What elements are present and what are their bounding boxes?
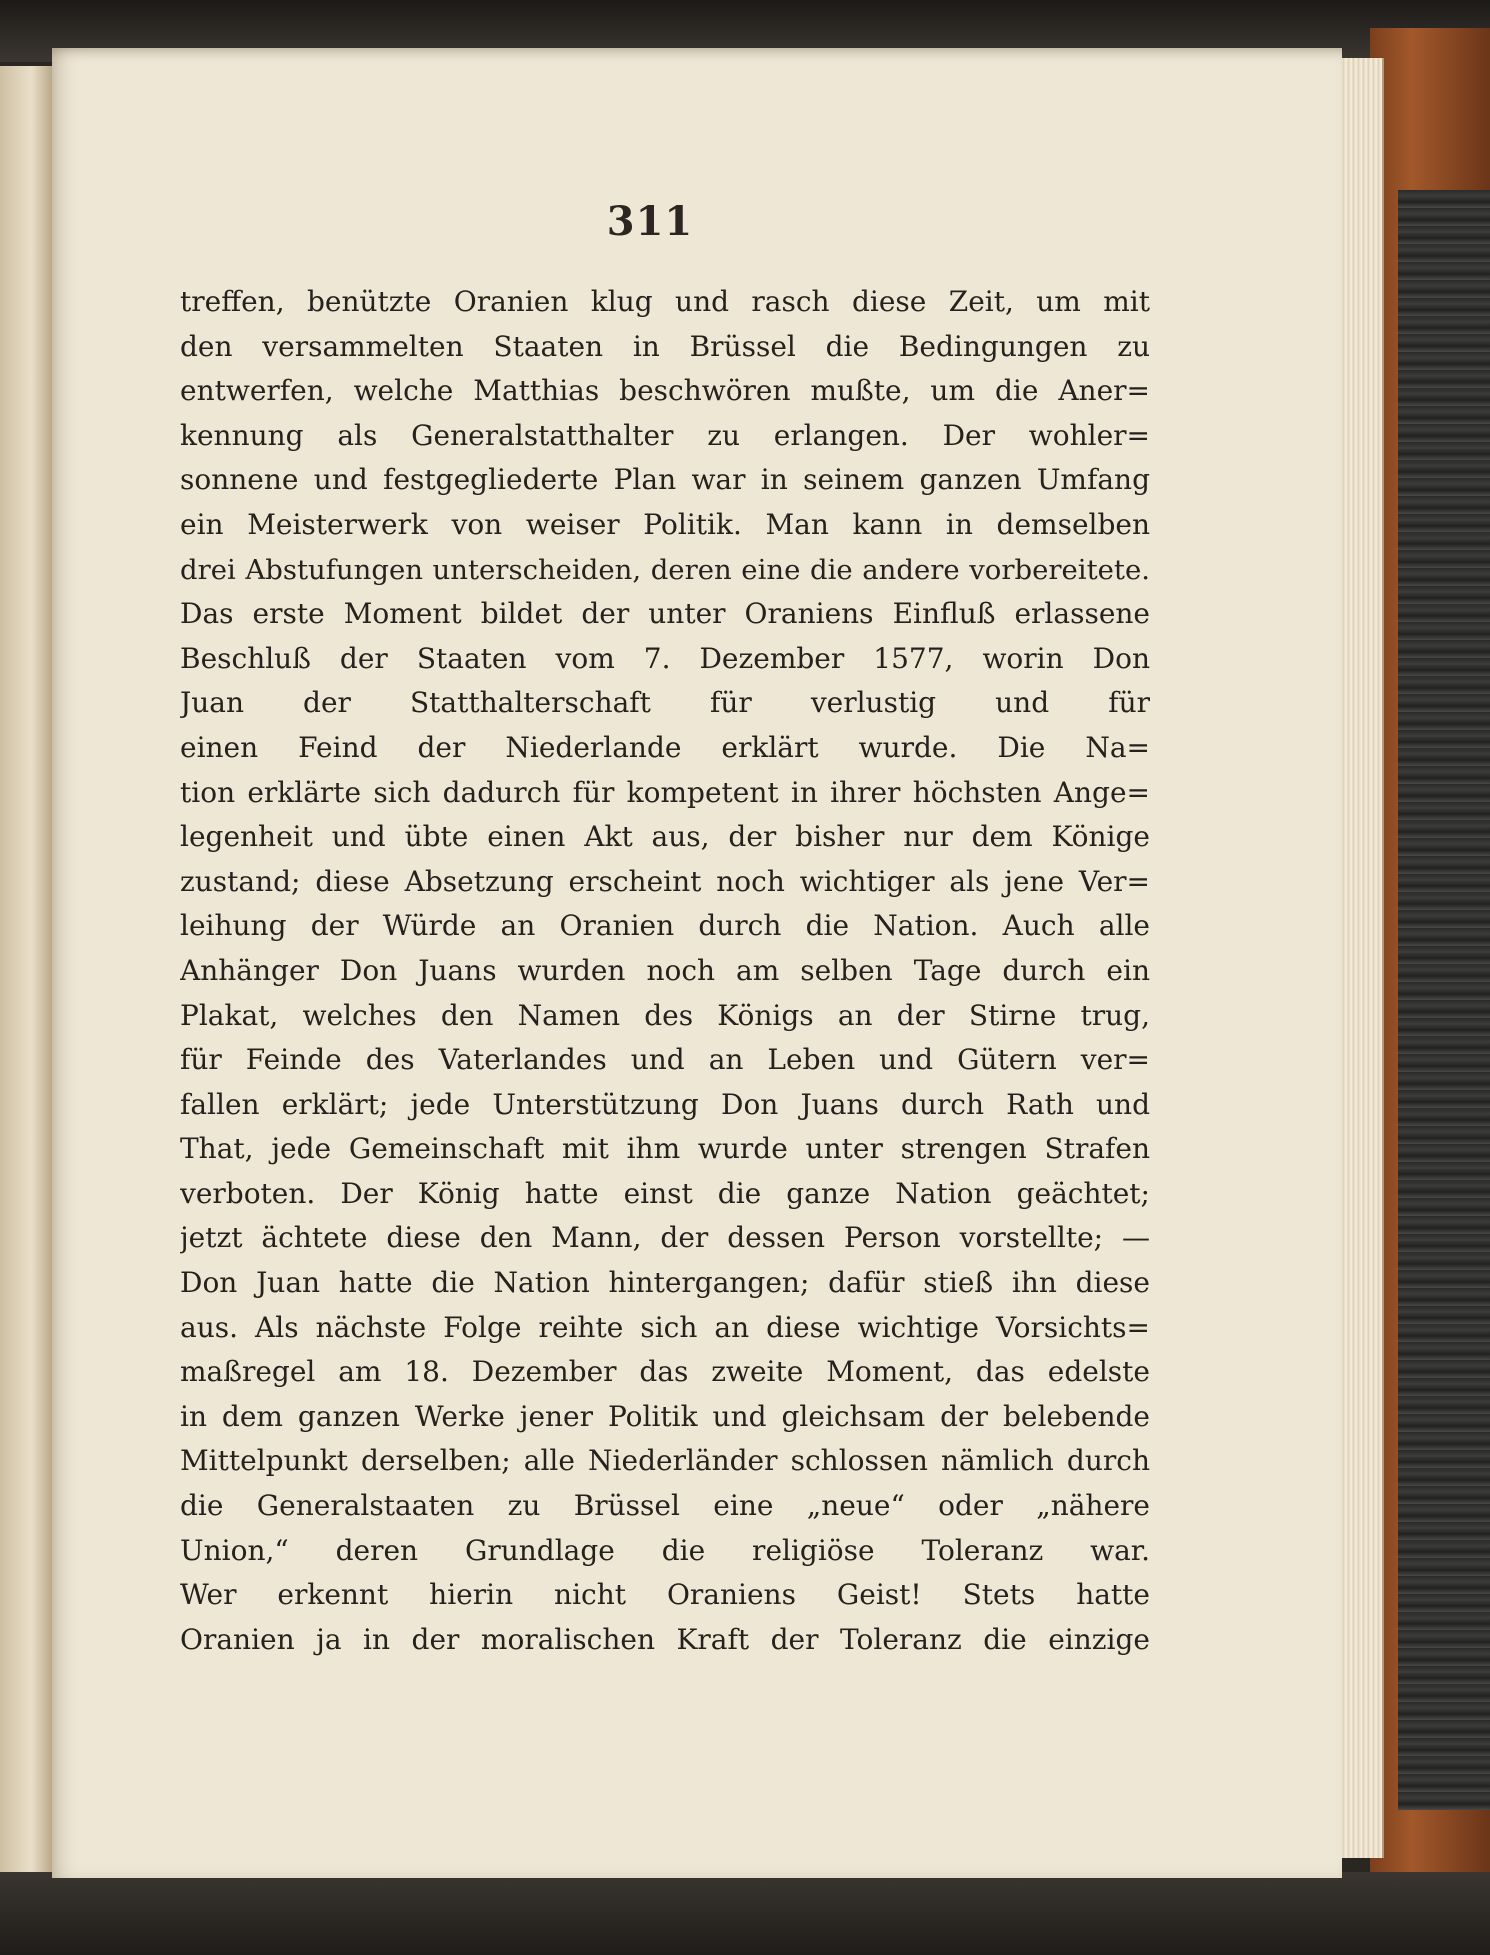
text-line: treffen, benützte Oranien klug und rasch diese Zeit, um mit	[180, 285, 1150, 318]
text-line: einen Feind der Niederlande erklärt wurde. Die Na=	[180, 730, 1150, 764]
text-line: fallen erklärt; jede Unterstützung Don Juans durch Rath und	[180, 1087, 1150, 1121]
text-line: die Generalstaaten zu Brüssel eine „neue“ oder „nähere	[180, 1489, 1150, 1523]
text-line: verboten. Der König hatte einst die ganze Nation geächtet;	[180, 1176, 1150, 1210]
text-line: Mittelpunkt derselben; alle Niederländer schlossen nämlich durch	[180, 1444, 1150, 1478]
text-line: Don Juan hatte die Nation hintergangen; dafür stieß ihn diese	[180, 1266, 1150, 1300]
facing-page-edge	[0, 66, 52, 1876]
text-line: legenheit und übte einen Akt aus, der bisher nur dem Könige	[180, 820, 1150, 854]
book-binding-bottom	[0, 1872, 1490, 1955]
text-line: tion erklärte sich dadurch für kompetent in ihrer höchsten Ange=	[180, 775, 1150, 809]
text-line: That, jede Gemeinschaft mit ihm wurde unter strengen Strafen	[180, 1132, 1150, 1166]
book-cover-spine	[1398, 190, 1490, 1810]
text-line: Beschluß der Staaten vom 7. Dezember 1577, worin Don	[180, 641, 1150, 675]
text-line: aus. Als nächste Folge reihte sich an diese wichtige Vorsichts=	[180, 1310, 1150, 1344]
text-line: jetzt ächtete diese den Mann, der dessen Person vorstellte; —	[180, 1221, 1150, 1255]
text-line: leihung der Würde an Oranien durch die Nation. Auch alle	[180, 909, 1150, 943]
text-line: in dem ganzen Werke jener Politik und gleichsam der belebende	[180, 1399, 1150, 1433]
text-line: Anhänger Don Juans wurden noch am selben Tage durch ein	[180, 953, 1150, 987]
text-line: maßregel am 18. Dezember das zweite Moment, das edelste	[180, 1355, 1150, 1389]
body-text	[180, 280, 1150, 1662]
text-line: Union,“ deren Grundlage die religiöse Toleranz war.	[180, 1533, 1150, 1567]
text-line: Juan der Statthalterschaft für verlustig und für	[180, 686, 1150, 720]
text-line: zustand; diese Absetzung erscheint noch wichtiger als jene Ver=	[180, 864, 1150, 898]
text-line: für Feinde des Vaterlandes und an Leben und Gütern ver=	[180, 1043, 1150, 1077]
text-line: Plakat, welches den Namen des Königs an der Stirne trug,	[180, 998, 1150, 1032]
text-line: sonnene und festgegliederte Plan war in seinem ganzen Umfang	[180, 463, 1150, 497]
text-line: drei Abstufungen unterscheiden, deren eine die andere vorbereitete.	[180, 553, 1150, 586]
text-line: Wer erkennt hierin nicht Oraniens Geist! Stets hatte	[180, 1578, 1150, 1612]
text-line: entwerfen, welche Matthias beschwören mußte, um die Aner=	[180, 374, 1150, 408]
text-line: Das erste Moment bildet der unter Oraniens Einfluß erlassene	[180, 597, 1150, 631]
text-line: den versammelten Staaten in Brüssel die Bedingungen zu	[180, 329, 1150, 363]
text-line: Oranien ja in der moralischen Kraft der Toleranz die einzige	[180, 1622, 1150, 1656]
page-number: 311	[606, 198, 694, 245]
text-line: ein Meisterwerk von weiser Politik. Man kann in demselben	[180, 507, 1150, 541]
text-line: kennung als Generalstatthalter zu erlangen. Der wohler=	[180, 418, 1150, 452]
